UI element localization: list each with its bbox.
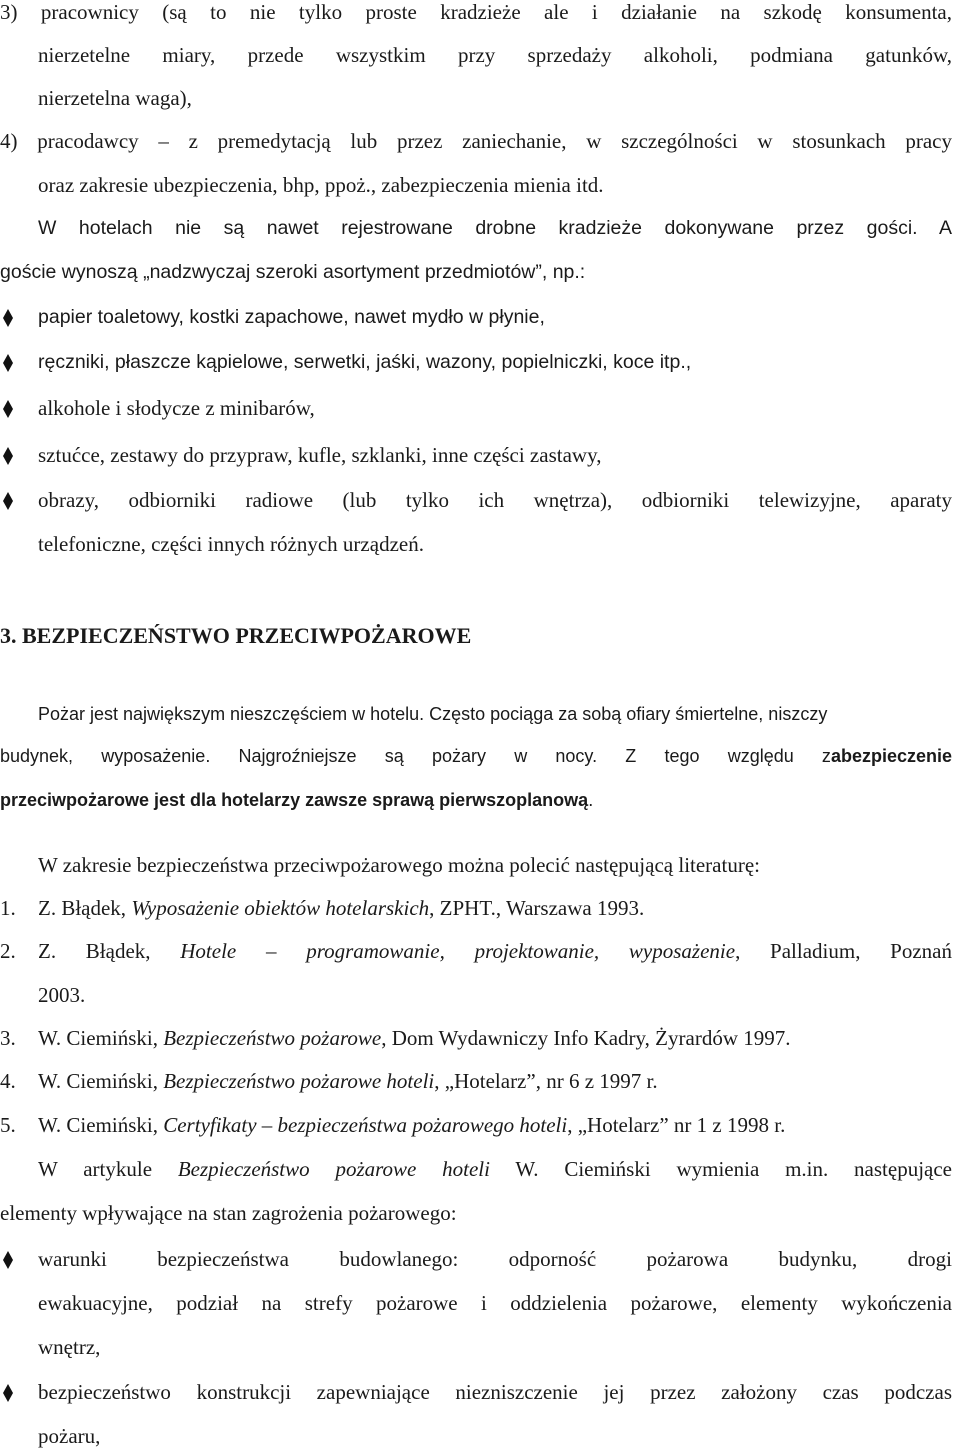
citation-title: Hotele – programowanie, projektowanie, wyposażenie <box>180 939 736 963</box>
article-text: W. Ciemiński wymienia m.in. następujące <box>489 1157 952 1181</box>
list-item-number: 4. <box>0 1069 16 1093</box>
hotel-paragraph-line-1: W hotelach nie są nawet rejestrowane drobne kradzieże dokonywane przez gości. A <box>38 217 952 239</box>
list-item-4-line-2: oraz zakresie ubezpieczenia, bhp, ppoż., zabezpieczenia mienia itd. <box>38 173 604 197</box>
fire-paragraph-line-1: Pożar jest największym nieszczęściem w hotelu. Często pociąga za sobą ofiary śmiertelne, niszczy <box>38 704 828 724</box>
list-item-number: 3. <box>0 1026 16 1050</box>
diamond-bullet-icon <box>0 486 14 514</box>
list-item-text: sztućce, zestawy do przypraw, kufle, szklanki, inne części zastawy, <box>38 443 602 467</box>
list-item-3-line-1: 3) pracownicy (są to nie tylko proste kradzieże ale i działanie na szkodę konsumenta, <box>0 0 952 24</box>
list-item-4-line-1: 4) pracodawcy – z premedytacją lub przez zaniechanie, w szczególności w stosunkach pracy <box>0 129 952 153</box>
citation-author: Z. Błądek, <box>38 896 132 920</box>
list-item-number: 1. <box>0 896 16 920</box>
list-item-text: obrazy, odbiorniki radiowe (lub tylko ich wnętrza), odbiorniki telewizyjne, aparaty <box>38 488 952 512</box>
diamond-bullet-icon <box>0 1378 14 1406</box>
article-paragraph-line-1 <box>38 1155 956 1183</box>
list-item-number: 2. <box>0 939 16 963</box>
citation-title: Bezpieczeństwo pożarowe hoteli <box>163 1069 435 1093</box>
citation-author: W. Ciemiński, <box>38 1069 164 1093</box>
citation-publisher: , ZPHT., Warszawa 1993. <box>429 896 645 920</box>
diamond-bullet-icon <box>0 303 14 331</box>
citation-publisher: , Palladium, Poznań <box>735 939 952 963</box>
fire-paragraph-bold: przeciwpożarowe jest dla hotelarzy zawsze sprawą pierwszoplanową <box>0 790 589 810</box>
diamond-bullet-icon <box>0 1245 14 1273</box>
list-item-text: alkohole i słodycze z minibarów, <box>38 396 315 420</box>
citation-publisher: , Dom Wydawniczy Info Kadry, Żyrardów 1997. <box>381 1026 791 1050</box>
list-item-text: warunki bezpieczeństwa budowlanego: odporność pożarowa budynku, drogi <box>38 1247 952 1271</box>
list-item-continuation: pożaru, <box>38 1424 101 1448</box>
diamond-bullet-icon <box>0 348 14 376</box>
article-text: W artykule <box>38 1157 178 1181</box>
article-paragraph-line-2: elementy wpływające na stan zagrożenia pożarowego: <box>0 1201 457 1225</box>
fire-paragraph-text: budynek, wyposażenie. Najgroźniejsze są pożary w nocy. Z tego względu z <box>0 746 831 766</box>
list-item-3-line-3: nierzetelna waga), <box>38 86 192 110</box>
article-title: Bezpieczeństwo pożarowe hoteli <box>177 1157 490 1181</box>
fire-paragraph-line-2 <box>0 742 956 770</box>
list-item-3-line-2: nierzetelne miary, przede wszystkim przy sprzedaży alkoholi, podmiana gatunków, <box>38 43 952 67</box>
citation-title: Certyfikaty – bezpieczeństwa pożarowego hoteli <box>163 1113 568 1137</box>
fire-paragraph-period: . <box>588 790 594 810</box>
fire-paragraph-bold: abezpieczenie <box>830 746 952 766</box>
diamond-bullet-icon <box>0 441 14 469</box>
citation-year: 2003. <box>38 983 86 1007</box>
citation-publisher: , „Hotelarz”, nr 6 z 1997 r. <box>434 1069 658 1093</box>
hotel-paragraph-line-2: goście wynoszą „nadzwyczaj szeroki asortyment przedmiotów”, np.: <box>0 261 586 283</box>
fire-paragraph-line-3 <box>0 786 960 814</box>
section-heading: 3. BEZPIECZEŃSTWO PRZECIWPOŻAROWE <box>0 623 472 648</box>
citation-title: Bezpieczeństwo pożarowe <box>163 1026 382 1050</box>
citation-title: Wyposażenie obiektów hotelarskich <box>131 896 430 920</box>
citation-author: W. Ciemiński, <box>38 1026 164 1050</box>
list-item-text: bezpieczeństwo konstrukcji zapewniające niezniszczenie jej przez założony czas podczas <box>38 1380 952 1404</box>
citation-publisher: , „Hotelarz” nr 1 z 1998 r. <box>567 1113 786 1137</box>
list-item-continuation: ewakuacyjne, podział na strefy pożarowe i oddzielenia pożarowe, elementy wykończenia <box>38 1291 952 1315</box>
list-item-text: papier toaletowy, kostki zapachowe, nawet mydło w płynie, <box>38 306 545 328</box>
list-item-continuation: wnętrz, <box>38 1335 101 1359</box>
list-item-number: 5. <box>0 1113 16 1137</box>
literature-intro: W zakresie bezpieczeństwa przeciwpożarowego można polecić następującą literaturę: <box>38 853 760 877</box>
list-item-continuation: telefoniczne, części innych różnych urządzeń. <box>38 532 424 556</box>
citation-author: Z. Błądek, <box>38 939 181 963</box>
list-item-text: ręczniki, płaszcze kąpielowe, serwetki, jaśki, wazony, popielniczki, koce itp., <box>38 351 692 373</box>
citation-author: W. Ciemiński, <box>38 1113 164 1137</box>
diamond-bullet-icon <box>0 394 14 422</box>
